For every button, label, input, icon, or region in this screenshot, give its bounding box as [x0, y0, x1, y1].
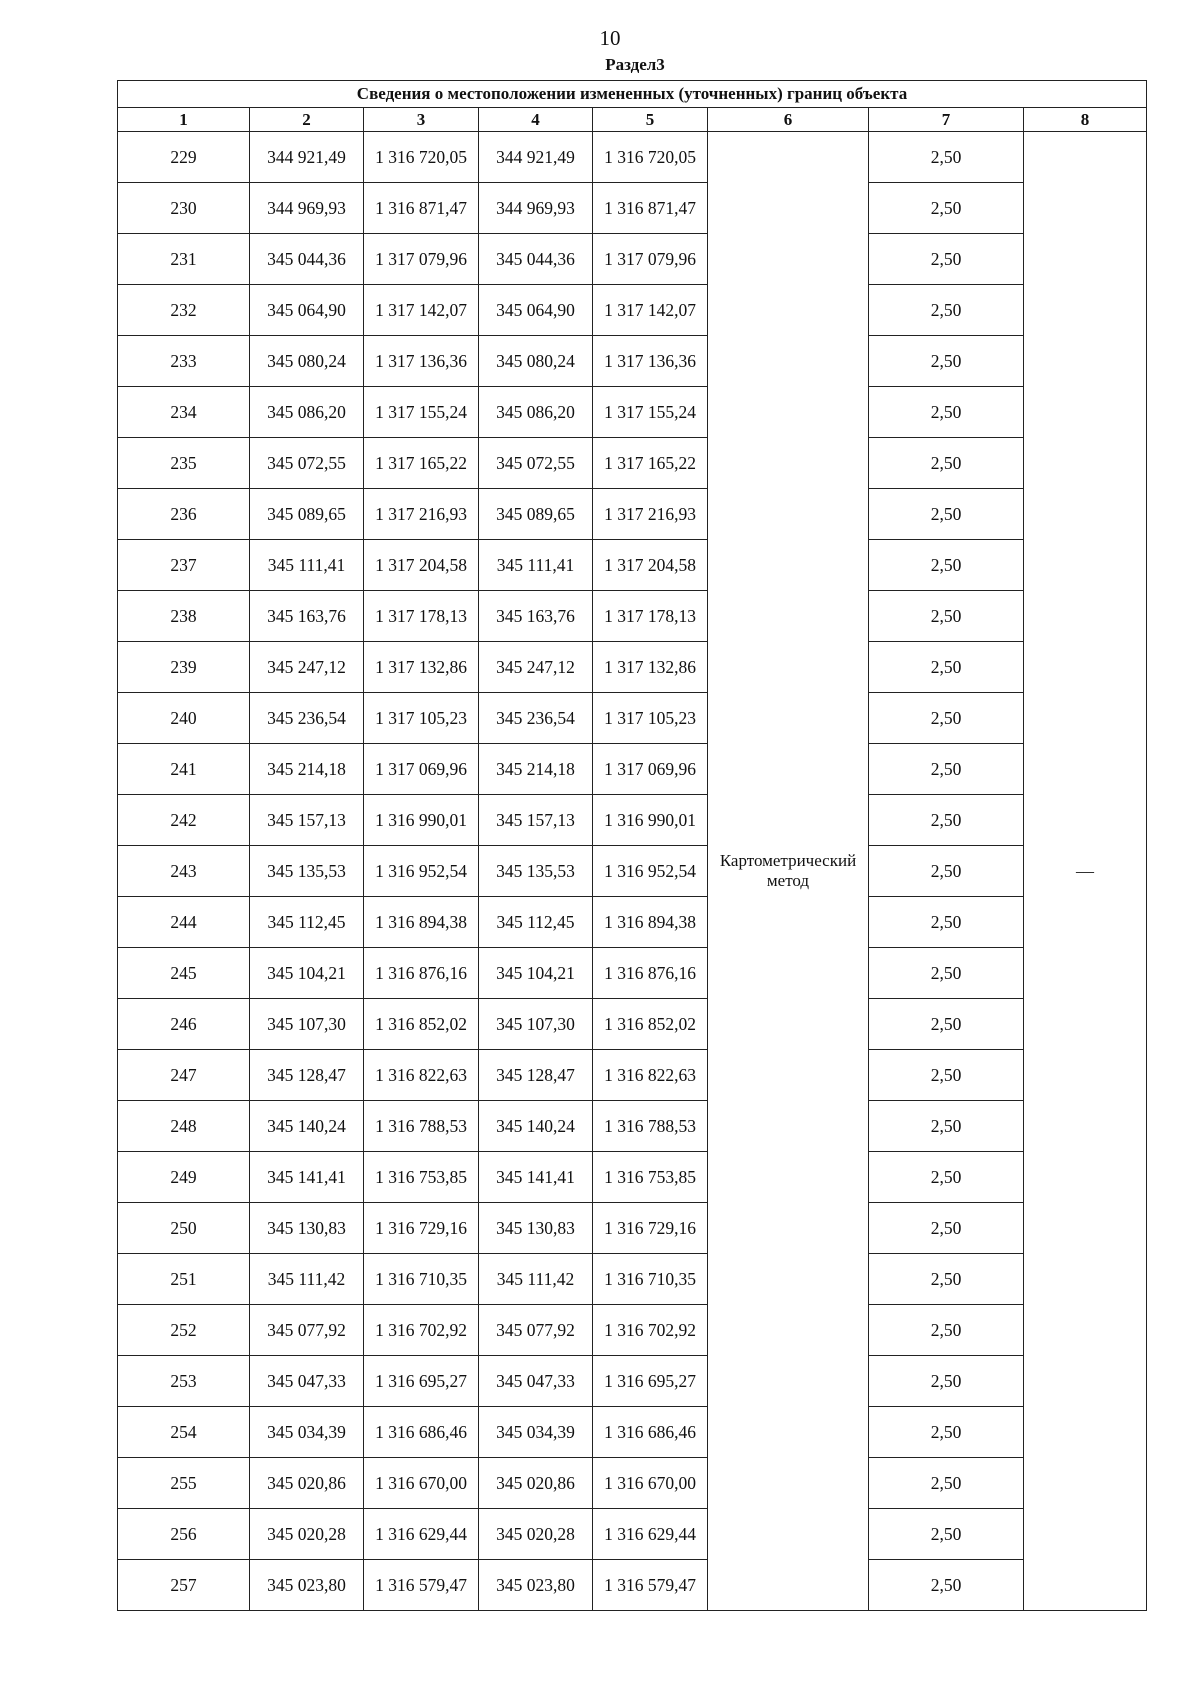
table-row	[118, 1407, 1147, 1458]
table-row	[118, 693, 1147, 744]
y-existing-cell: 1 316 579,47	[364, 1560, 479, 1611]
y-new-cell: 1 317 165,22	[593, 438, 708, 489]
precision-cell: 2,50	[869, 693, 1024, 744]
x-new-cell: 345 072,55	[479, 438, 593, 489]
table-row	[118, 1152, 1147, 1203]
x-new-cell: 345 064,90	[479, 285, 593, 336]
point-number-cell: 239	[118, 642, 250, 693]
table-row	[118, 285, 1147, 336]
x-existing-cell: 345 111,42	[250, 1254, 364, 1305]
y-existing-cell: 1 317 142,07	[364, 285, 479, 336]
precision-cell: 2,50	[869, 591, 1024, 642]
table-row	[118, 1458, 1147, 1509]
y-new-cell: 1 316 788,53	[593, 1101, 708, 1152]
precision-cell: 2,50	[869, 438, 1024, 489]
x-new-cell: 345 023,80	[479, 1560, 593, 1611]
table-row	[118, 591, 1147, 642]
x-new-cell: 345 089,65	[479, 489, 593, 540]
x-new-cell: 345 111,41	[479, 540, 593, 591]
y-existing-cell: 1 316 788,53	[364, 1101, 479, 1152]
y-existing-cell: 1 317 178,13	[364, 591, 479, 642]
table-row	[118, 489, 1147, 540]
x-existing-cell: 345 077,92	[250, 1305, 364, 1356]
y-new-cell: 1 316 990,01	[593, 795, 708, 846]
x-new-cell: 345 141,41	[479, 1152, 593, 1203]
x-new-cell: 345 107,30	[479, 999, 593, 1050]
y-existing-cell: 1 317 132,86	[364, 642, 479, 693]
precision-cell: 2,50	[869, 1560, 1024, 1611]
x-new-cell: 345 163,76	[479, 591, 593, 642]
x-new-cell: 345 086,20	[479, 387, 593, 438]
precision-cell: 2,50	[869, 540, 1024, 591]
point-number-cell: 244	[118, 897, 250, 948]
table-row	[118, 1101, 1147, 1152]
y-new-cell: 1 317 155,24	[593, 387, 708, 438]
x-new-cell: 345 020,28	[479, 1509, 593, 1560]
table-row	[118, 387, 1147, 438]
table-row	[118, 1254, 1147, 1305]
y-existing-cell: 1 316 876,16	[364, 948, 479, 999]
y-existing-cell: 1 317 079,96	[364, 234, 479, 285]
x-new-cell: 345 112,45	[479, 897, 593, 948]
point-number-cell: 236	[118, 489, 250, 540]
precision-cell: 2,50	[869, 897, 1024, 948]
x-existing-cell: 345 104,21	[250, 948, 364, 999]
y-new-cell: 1 316 729,16	[593, 1203, 708, 1254]
x-existing-cell: 345 236,54	[250, 693, 364, 744]
column-number: 4	[479, 108, 593, 132]
y-new-cell: 1 316 876,16	[593, 948, 708, 999]
x-new-cell: 345 104,21	[479, 948, 593, 999]
point-number-cell: 230	[118, 183, 250, 234]
point-number-cell: 238	[118, 591, 250, 642]
y-new-cell: 1 317 136,36	[593, 336, 708, 387]
table-row	[118, 948, 1147, 999]
point-number-cell: 240	[118, 693, 250, 744]
x-existing-cell: 345 111,41	[250, 540, 364, 591]
y-new-cell: 1 316 579,47	[593, 1560, 708, 1611]
y-existing-cell: 1 317 204,58	[364, 540, 479, 591]
point-number-cell: 252	[118, 1305, 250, 1356]
x-new-cell: 345 157,13	[479, 795, 593, 846]
point-number-cell: 257	[118, 1560, 250, 1611]
table-row	[118, 1305, 1147, 1356]
y-new-cell: 1 316 720,05	[593, 132, 708, 183]
x-new-cell: 345 020,86	[479, 1458, 593, 1509]
y-new-cell: 1 316 753,85	[593, 1152, 708, 1203]
point-number-cell: 253	[118, 1356, 250, 1407]
point-number-cell: 254	[118, 1407, 250, 1458]
precision-cell: 2,50	[869, 948, 1024, 999]
x-new-cell: 345 047,33	[479, 1356, 593, 1407]
column-number: 6	[708, 108, 869, 132]
x-new-cell: 345 140,24	[479, 1101, 593, 1152]
table-caption-row	[118, 81, 1147, 108]
point-number-cell: 241	[118, 744, 250, 795]
precision-cell: 2,50	[869, 1356, 1024, 1407]
point-number-cell: 249	[118, 1152, 250, 1203]
precision-cell: 2,50	[869, 183, 1024, 234]
precision-cell: 2,50	[869, 132, 1024, 183]
column-number: 7	[869, 108, 1024, 132]
table-row	[118, 795, 1147, 846]
x-new-cell: 345 236,54	[479, 693, 593, 744]
point-number-cell: 235	[118, 438, 250, 489]
precision-cell: 2,50	[869, 1407, 1024, 1458]
y-existing-cell: 1 316 952,54	[364, 846, 479, 897]
x-existing-cell: 345 163,76	[250, 591, 364, 642]
point-number-cell: 248	[118, 1101, 250, 1152]
y-existing-cell: 1 316 629,44	[364, 1509, 479, 1560]
x-existing-cell: 345 080,24	[250, 336, 364, 387]
x-existing-cell: 345 072,55	[250, 438, 364, 489]
table-row	[118, 1050, 1147, 1101]
precision-cell: 2,50	[869, 846, 1024, 897]
y-existing-cell: 1 316 695,27	[364, 1356, 479, 1407]
precision-cell: 2,50	[869, 1203, 1024, 1254]
precision-cell: 2,50	[869, 999, 1024, 1050]
y-new-cell: 1 317 079,96	[593, 234, 708, 285]
x-new-cell: 345 128,47	[479, 1050, 593, 1101]
x-new-cell: 345 080,24	[479, 336, 593, 387]
x-new-cell: 344 969,93	[479, 183, 593, 234]
y-existing-cell: 1 317 165,22	[364, 438, 479, 489]
y-existing-cell: 1 316 894,38	[364, 897, 479, 948]
x-existing-cell: 345 064,90	[250, 285, 364, 336]
note-cell: —	[1024, 132, 1147, 1611]
point-number-cell: 237	[118, 540, 250, 591]
y-new-cell: 1 317 132,86	[593, 642, 708, 693]
boundary-coordinates-table	[117, 80, 1147, 1611]
method-cell: Картометрический метод	[708, 132, 869, 1611]
x-new-cell: 345 034,39	[479, 1407, 593, 1458]
y-existing-cell: 1 316 686,46	[364, 1407, 479, 1458]
x-existing-cell: 345 047,33	[250, 1356, 364, 1407]
column-number: 2	[250, 108, 364, 132]
table-row	[118, 897, 1147, 948]
point-number-cell: 247	[118, 1050, 250, 1101]
x-existing-cell: 345 034,39	[250, 1407, 364, 1458]
precision-cell: 2,50	[869, 387, 1024, 438]
y-existing-cell: 1 317 136,36	[364, 336, 479, 387]
precision-cell: 2,50	[869, 1050, 1024, 1101]
point-number-cell: 250	[118, 1203, 250, 1254]
y-existing-cell: 1 316 702,92	[364, 1305, 479, 1356]
x-existing-cell: 345 023,80	[250, 1560, 364, 1611]
x-existing-cell: 345 130,83	[250, 1203, 364, 1254]
precision-cell: 2,50	[869, 1305, 1024, 1356]
y-new-cell: 1 316 695,27	[593, 1356, 708, 1407]
x-existing-cell: 345 107,30	[250, 999, 364, 1050]
y-new-cell: 1 316 822,63	[593, 1050, 708, 1101]
table-row	[118, 642, 1147, 693]
table-row	[118, 234, 1147, 285]
precision-cell: 2,50	[869, 336, 1024, 387]
column-number-row	[118, 108, 1147, 132]
x-existing-cell: 344 921,49	[250, 132, 364, 183]
y-existing-cell: 1 316 720,05	[364, 132, 479, 183]
column-number: 8	[1024, 108, 1147, 132]
table-row	[118, 438, 1147, 489]
table-row	[118, 1356, 1147, 1407]
column-number: 3	[364, 108, 479, 132]
x-new-cell: 345 135,53	[479, 846, 593, 897]
table-row	[118, 336, 1147, 387]
y-new-cell: 1 316 670,00	[593, 1458, 708, 1509]
precision-cell: 2,50	[869, 234, 1024, 285]
y-new-cell: 1 317 142,07	[593, 285, 708, 336]
x-new-cell: 345 111,42	[479, 1254, 593, 1305]
page-number: 10	[599, 26, 621, 50]
precision-cell: 2,50	[869, 1458, 1024, 1509]
x-new-cell: 345 130,83	[479, 1203, 593, 1254]
y-existing-cell: 1 316 753,85	[364, 1152, 479, 1203]
point-number-cell: 242	[118, 795, 250, 846]
y-existing-cell: 1 316 852,02	[364, 999, 479, 1050]
x-existing-cell: 345 089,65	[250, 489, 364, 540]
point-number-cell: 229	[118, 132, 250, 183]
y-existing-cell: 1 316 990,01	[364, 795, 479, 846]
table-row	[118, 183, 1147, 234]
x-existing-cell: 345 141,41	[250, 1152, 364, 1203]
table-row	[118, 846, 1147, 897]
y-new-cell: 1 317 178,13	[593, 591, 708, 642]
y-new-cell: 1 317 216,93	[593, 489, 708, 540]
y-new-cell: 1 316 710,35	[593, 1254, 708, 1305]
x-existing-cell: 344 969,93	[250, 183, 364, 234]
x-new-cell: 345 077,92	[479, 1305, 593, 1356]
precision-cell: 2,50	[869, 1101, 1024, 1152]
y-new-cell: 1 317 204,58	[593, 540, 708, 591]
x-existing-cell: 345 112,45	[250, 897, 364, 948]
x-new-cell: 345 247,12	[479, 642, 593, 693]
table-row	[118, 132, 1147, 183]
y-new-cell: 1 316 686,46	[593, 1407, 708, 1458]
point-number-cell: 255	[118, 1458, 250, 1509]
y-existing-cell: 1 316 710,35	[364, 1254, 479, 1305]
precision-cell: 2,50	[869, 1254, 1024, 1305]
x-existing-cell: 345 086,20	[250, 387, 364, 438]
y-existing-cell: 1 316 871,47	[364, 183, 479, 234]
column-number: 5	[593, 108, 708, 132]
precision-cell: 2,50	[869, 642, 1024, 693]
table-row	[118, 744, 1147, 795]
y-new-cell: 1 316 702,92	[593, 1305, 708, 1356]
point-number-cell: 234	[118, 387, 250, 438]
point-number-cell: 251	[118, 1254, 250, 1305]
y-existing-cell: 1 317 216,93	[364, 489, 479, 540]
precision-cell: 2,50	[869, 744, 1024, 795]
x-new-cell: 344 921,49	[479, 132, 593, 183]
column-number: 1	[118, 108, 250, 132]
point-number-cell: 243	[118, 846, 250, 897]
table-body	[118, 81, 1147, 1611]
table-row	[118, 1560, 1147, 1611]
y-existing-cell: 1 316 729,16	[364, 1203, 479, 1254]
table-row	[118, 540, 1147, 591]
section-title: Раздел3	[605, 55, 665, 74]
x-existing-cell: 345 157,13	[250, 795, 364, 846]
x-existing-cell: 345 044,36	[250, 234, 364, 285]
x-existing-cell: 345 247,12	[250, 642, 364, 693]
y-new-cell: 1 317 069,96	[593, 744, 708, 795]
precision-cell: 2,50	[869, 285, 1024, 336]
x-existing-cell: 345 020,86	[250, 1458, 364, 1509]
point-number-cell: 246	[118, 999, 250, 1050]
y-new-cell: 1 316 852,02	[593, 999, 708, 1050]
x-existing-cell: 345 020,28	[250, 1509, 364, 1560]
precision-cell: 2,50	[869, 1152, 1024, 1203]
y-new-cell: 1 316 952,54	[593, 846, 708, 897]
precision-cell: 2,50	[869, 1509, 1024, 1560]
y-new-cell: 1 317 105,23	[593, 693, 708, 744]
point-number-cell: 231	[118, 234, 250, 285]
table-row	[118, 1509, 1147, 1560]
y-new-cell: 1 316 871,47	[593, 183, 708, 234]
y-existing-cell: 1 316 670,00	[364, 1458, 479, 1509]
point-number-cell: 232	[118, 285, 250, 336]
y-new-cell: 1 316 894,38	[593, 897, 708, 948]
y-existing-cell: 1 317 155,24	[364, 387, 479, 438]
table-caption: Сведения о местоположении измененных (уточненных) границ объекта	[118, 81, 1147, 108]
x-existing-cell: 345 128,47	[250, 1050, 364, 1101]
y-new-cell: 1 316 629,44	[593, 1509, 708, 1560]
x-existing-cell: 345 135,53	[250, 846, 364, 897]
x-new-cell: 345 214,18	[479, 744, 593, 795]
y-existing-cell: 1 317 069,96	[364, 744, 479, 795]
x-existing-cell: 345 140,24	[250, 1101, 364, 1152]
y-existing-cell: 1 316 822,63	[364, 1050, 479, 1101]
precision-cell: 2,50	[869, 489, 1024, 540]
x-new-cell: 345 044,36	[479, 234, 593, 285]
precision-cell: 2,50	[869, 795, 1024, 846]
point-number-cell: 245	[118, 948, 250, 999]
x-existing-cell: 345 214,18	[250, 744, 364, 795]
point-number-cell: 256	[118, 1509, 250, 1560]
table-row	[118, 999, 1147, 1050]
table-row	[118, 1203, 1147, 1254]
y-existing-cell: 1 317 105,23	[364, 693, 479, 744]
point-number-cell: 233	[118, 336, 250, 387]
